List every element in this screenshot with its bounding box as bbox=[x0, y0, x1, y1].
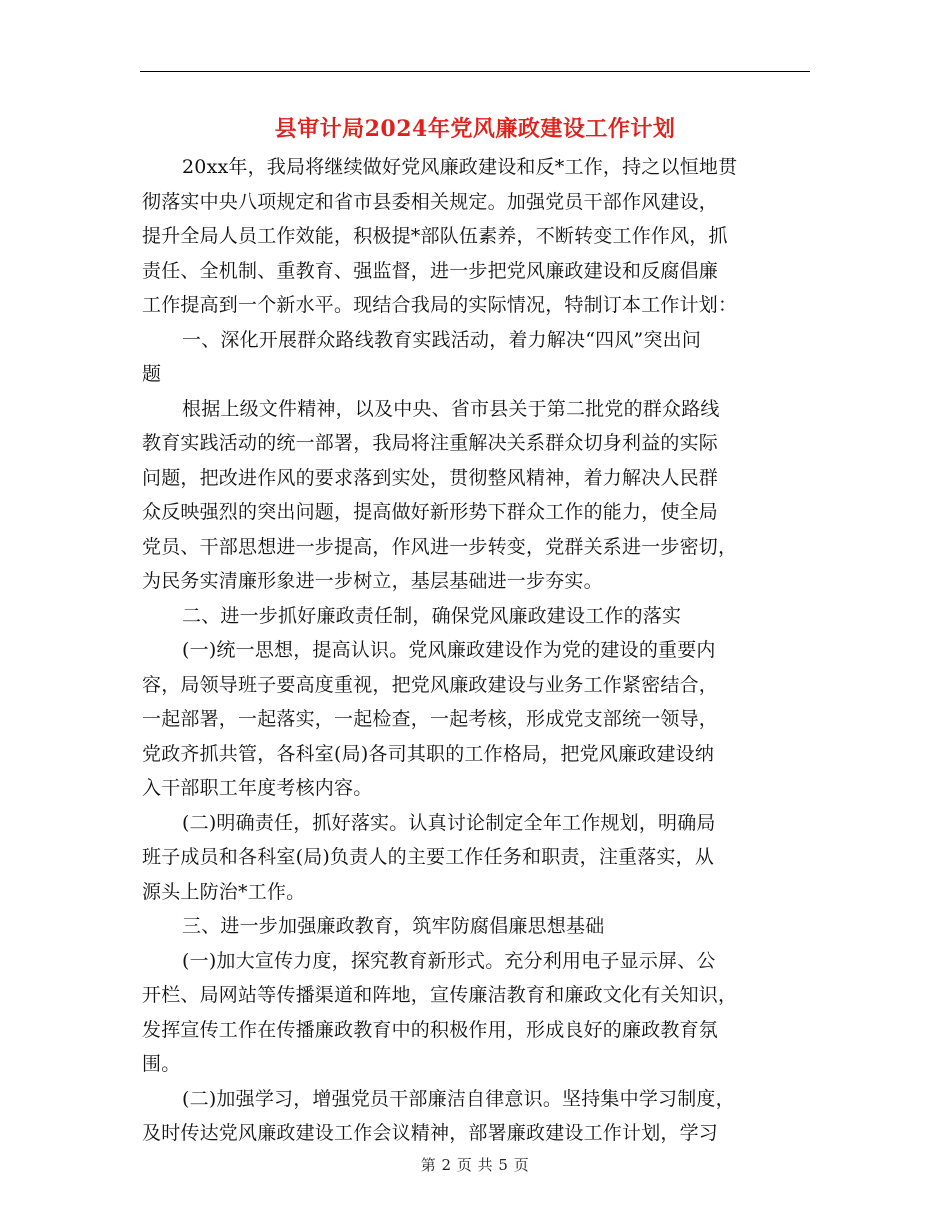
body-line: 及时传达党风廉政建设工作会议精神，部署廉政建设工作计划，学习 bbox=[142, 1122, 719, 1144]
body-line: 工作提高到一个新水平。现结合我局的实际情况，特制订本工作计划： bbox=[142, 294, 738, 316]
body-line: 彻落实中央八项规定和省市县委相关规定。加强党员干部作风建设， bbox=[142, 190, 719, 213]
body-line: 容，局领导班子要高度重视，把党风廉政建设与业务工作紧密结合， bbox=[142, 673, 719, 696]
body-line: 入干部职工年度考核内容。 bbox=[142, 777, 373, 799]
document-body bbox=[142, 150, 814, 1151]
body-line: 问题，把改进作风的要求落到实处，贯彻整风精神，着力解决人民群 bbox=[142, 466, 719, 489]
body-line: (二)加强学习，增强党员干部廉洁自律意识。坚持集中学习制度， bbox=[182, 1087, 735, 1110]
body-line: 责任、全机制、重教育、强监督，进一步把党风廉政建设和反腐倡廉 bbox=[142, 259, 719, 282]
body-line: 众反映强烈的突出问题，提高做好新形势下群众工作的能力，使全局 bbox=[142, 501, 719, 523]
body-line: 题 bbox=[142, 363, 162, 385]
body-line: 发挥宣传工作在传播廉政教育中的积极作用，形成良好的廉政教育氛 bbox=[142, 1018, 719, 1041]
body-line: 开栏、局网站等传播渠道和阵地，宣传廉洁教育和廉政文化有关知识， bbox=[142, 984, 738, 1006]
body-line: 围。 bbox=[142, 1053, 181, 1075]
body-line: 提升全局人员工作效能，积极提*部队伍素养，不断转变工作作风，抓 bbox=[142, 225, 728, 247]
body-line: 教育实践活动的统一部署，我局将注重解决关系群众切身利益的实际 bbox=[142, 432, 719, 454]
body-line: 一起部署，一起落实，一起检查，一起考核，形成党支部统一领导， bbox=[142, 708, 719, 730]
body-line: 党政齐抓共管，各科室(局)各司其职的工作格局，把党风廉政建设纳 bbox=[142, 742, 715, 765]
body-line: (一)统一思想，提高认识。党风廉政建设作为党的建设的重要内 bbox=[182, 639, 716, 661]
body-line: 为民务实清廉形象进一步树立，基层基础进一步夯实。 bbox=[142, 570, 603, 592]
body-line: 党员、干部思想进一步提高，作风进一步转变，党群关系进一步密切， bbox=[142, 535, 738, 558]
body-line: 二、进一步抓好廉政责任制，确保党风廉政建设工作的落实 bbox=[182, 604, 682, 627]
body-line: 源头上防治*工作。 bbox=[142, 880, 306, 903]
body-line: 根据上级文件精神，以及中央、省市县关于第二批党的群众路线 bbox=[182, 397, 720, 420]
header-rule bbox=[140, 71, 810, 72]
body-line: (一)加大宣传力度，探究教育新形式。充分利用电子显示屏、公 bbox=[182, 949, 716, 972]
body-line: 20xx年，我局将继续做好党风廉政建设和反*工作，持之以恒地贯 bbox=[182, 156, 738, 178]
document-title: 县审计局2024年党风廉政建设工作计划 bbox=[274, 116, 676, 142]
page-footer: 第 2 页 共 5 页 bbox=[420, 1156, 530, 1174]
body-line: 班子成员和各科室(局)负责人的主要工作任务和职责，注重落实，从 bbox=[142, 846, 715, 868]
body-line: (二)明确责任，抓好落实。认真讨论制定全年工作规划，明确局 bbox=[182, 811, 716, 834]
body-line: 三、进一步加强廉政教育，筑牢防腐倡廉思想基础 bbox=[182, 915, 605, 937]
body-line: 一、深化开展群众路线教育实践活动，着力解决“四风”突出问 bbox=[182, 328, 702, 351]
